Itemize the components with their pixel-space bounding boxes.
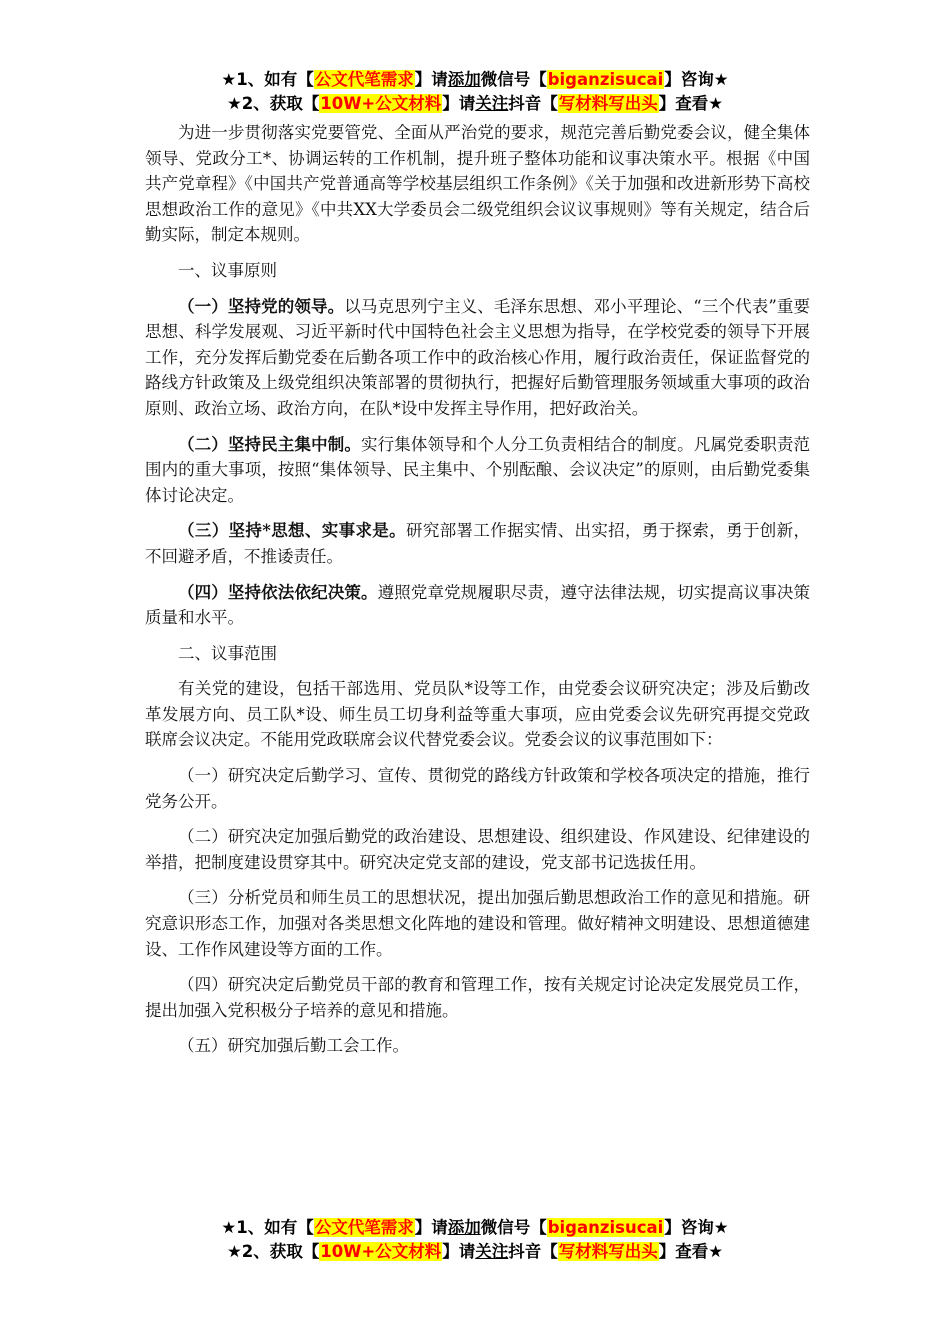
principle-3-body: 研究部署工作据实情、出实招，勇于探索，勇于创新，不回避矛盾，不推诿责任。 bbox=[145, 521, 810, 566]
banner-text: 抖音【 bbox=[508, 94, 558, 113]
scope-item-2: （二）研究决定加强后勤党的政治建设、思想建设、组织建设、作风建设、纪律建设的举措，把制度建设贯穿其中。研究决定党支部的建设，党支部书记选拔任用。 bbox=[145, 827, 810, 872]
banner-text: ★2、获取【 bbox=[226, 1242, 320, 1261]
banner-highlight: 10W+公文材料 bbox=[320, 94, 442, 113]
promo-line-1 bbox=[0, 1216, 950, 1240]
banner-text: 抖音【 bbox=[508, 1242, 558, 1261]
banner-text: 】请 bbox=[442, 1242, 476, 1261]
banner-highlight: 公文代笔需求 bbox=[314, 1218, 414, 1237]
banner-text: 】咨询★ bbox=[664, 1218, 729, 1237]
principle-4-body: 遵照党章党规履职尽责，遵守法律法规，切实提高议事决策质量和水平。 bbox=[145, 582, 811, 628]
section-heading-1: 一、议事原则 bbox=[178, 260, 277, 280]
banner-highlight: 公文代笔需求 bbox=[314, 70, 414, 89]
principle-1-lead: （一）坚持党的领导。 bbox=[178, 296, 345, 316]
document-body bbox=[145, 120, 810, 1069]
scope-item-4: （四）研究决定后勤党员干部的教育和管理工作，按有关规定讨论决定发展党员工作，提出加强入党积极分子培养的意见和措施。 bbox=[145, 975, 810, 1020]
principle-2-lead: （二）坚持民主集中制。 bbox=[178, 434, 361, 454]
promo-line-1 bbox=[0, 68, 950, 92]
banner-underline: 添加 bbox=[447, 70, 481, 89]
banner-text: 】咨询★ bbox=[664, 70, 729, 89]
section-heading-2: 二、议事范围 bbox=[178, 643, 277, 663]
banner-text: ★1、如有【 bbox=[221, 1218, 314, 1237]
banner-highlight: 10W+公文材料 bbox=[320, 1242, 442, 1261]
banner-text: ★1、如有【 bbox=[221, 70, 314, 89]
scope-item-1: （一）研究决定后勤学习、宣传、贯彻党的路线方针政策和学校各项决定的措施，推行党务公开。 bbox=[145, 766, 810, 811]
banner-underline: 关注 bbox=[475, 1242, 509, 1261]
banner-text: ★2、获取【 bbox=[226, 94, 320, 113]
banner-text: 微信号【 bbox=[480, 1218, 547, 1237]
principle-2 bbox=[145, 432, 810, 509]
banner-text: 微信号【 bbox=[480, 70, 547, 89]
banner-text: 】查看★ bbox=[658, 1242, 724, 1261]
principle-4-lead: （四）坚持依法依纪决策。 bbox=[178, 582, 378, 602]
scope-intro: 有关党的建设，包括干部选用、党员队*设等工作，由党委会议研究决定；涉及后勤改革发展方向、员工队*设、师生员工切身利益等重大事项，应由党委会议先研究再提交党政联席会议决定。不能用党政联席会议代替党委会议。党委会议的议事范围如下： bbox=[145, 679, 810, 750]
banner-highlight: 写材料写出头 bbox=[558, 94, 658, 113]
principle-1-body: 以马克思列宁主义、毛泽东思想、邓小平理论、“三个代表”重要思想、科学发展观、习近平新时代中国特色社会主义思想为指导，在学校党委的领导下开展工作，充分发挥后勤党委在后勤各项工作中的政治核心作用，履行政治责任，保证监督党的路线方针政策及上级党组织决策部署的贯彻执行，把握好后勤管理服务领域重大事项的政治原则、政治立场、政治方向，在队*设中发挥主导作用，把好政治关。 bbox=[145, 296, 810, 418]
banner-underline: 添加 bbox=[447, 1218, 481, 1237]
scope-item-5: （五）研究加强后勤工会工作。 bbox=[178, 1036, 409, 1056]
banner-text: 】请 bbox=[414, 70, 448, 89]
scope-item-3: （三）分析党员和师生员工的思想状况，提出加强后勤思想政治工作的意见和措施。研究意识形态工作，加强对各类思想文化阵地的建设和管理。做好精神文明建设、思想道德建设、工作作风建设等方面的工作。 bbox=[145, 888, 810, 959]
principle-3-lead: （三）坚持*思想、实事求是。 bbox=[178, 521, 406, 541]
principle-1 bbox=[145, 294, 810, 422]
principle-3 bbox=[145, 518, 810, 569]
banner-highlight: biganzisucai bbox=[547, 70, 664, 89]
principle-4 bbox=[145, 580, 810, 631]
banner-highlight: 写材料写出头 bbox=[558, 1242, 658, 1261]
promo-line-2 bbox=[0, 1240, 950, 1264]
principle-2-body: 实行集体领导和个人分工负责相结合的制度。凡属党委职责范围内的重大事项，按照“集体领导、民主集中、个别酝酿、会议决定”的原则，由后勤党委集体讨论决定。 bbox=[145, 434, 811, 505]
promo-banner-bottom bbox=[0, 1216, 950, 1264]
banner-underline: 关注 bbox=[475, 94, 509, 113]
promo-banner-top bbox=[0, 68, 950, 116]
banner-highlight: biganzisucai bbox=[547, 1218, 664, 1237]
banner-text: 】请 bbox=[414, 1218, 448, 1237]
banner-text: 】查看★ bbox=[658, 94, 724, 113]
promo-line-2 bbox=[0, 92, 950, 116]
intro-paragraph: 为进一步贯彻落实党要管党、全面从严治党的要求，规范完善后勤党委会议，健全集体领导、党政分工*、协调运转的工作机制，提升班子整体功能和议事决策水平。根据《中国共产党章程》《中国共产党普通高等学校基层组织工作条例》《关于加强和改进新形势下高校思想政治工作的意见》《中共XX大学委员会二级党组织会议议事规则》等有关规定，结合后勤实际，制定本规则。 bbox=[145, 123, 810, 245]
banner-text: 】请 bbox=[442, 94, 476, 113]
